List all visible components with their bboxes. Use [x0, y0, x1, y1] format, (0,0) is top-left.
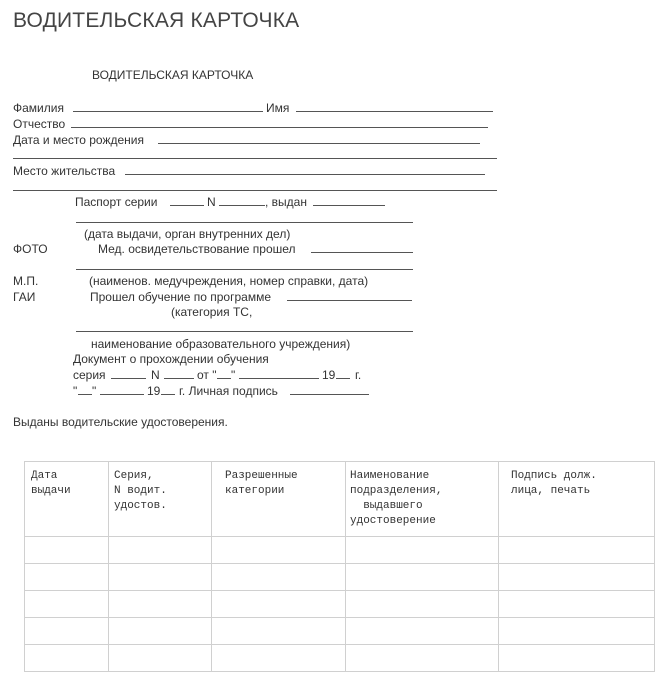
table-cell[interactable] [212, 591, 346, 618]
passport-series-field[interactable] [170, 205, 204, 206]
name-field[interactable] [296, 111, 493, 112]
page-title: ВОДИТЕЛЬСКАЯ КАРТОЧКА [13, 9, 300, 32]
table-cell[interactable] [25, 564, 109, 591]
table-cell[interactable] [25, 591, 109, 618]
header-license-series-text: Серия, N водит. удостов. [114, 470, 167, 512]
birth-field[interactable] [158, 143, 480, 144]
training-doc-series-label: серия [73, 368, 106, 382]
table-row [25, 591, 655, 618]
table-cell[interactable] [499, 645, 655, 672]
residence-field-continued[interactable] [13, 190, 497, 191]
passport-series-label: Паспорт серии [75, 195, 158, 209]
signature-field[interactable] [290, 394, 369, 395]
table-row [25, 537, 655, 564]
table-cell[interactable] [109, 645, 212, 672]
passport-issued-hint: (дата выдачи, орган внутренних дел) [84, 227, 291, 241]
table-cell[interactable] [346, 645, 499, 672]
table-cell[interactable] [109, 618, 212, 645]
passport-number-label: N [207, 195, 216, 209]
signature-year-field[interactable] [161, 394, 175, 395]
table-cell[interactable] [346, 591, 499, 618]
training-doc-series-field[interactable] [111, 378, 146, 379]
header-signature-text: Подпись долж. лица, печать [511, 470, 597, 497]
name-label: Имя [266, 101, 290, 115]
header-categories [212, 462, 346, 537]
training-doc-year-prefix: 19 [322, 368, 336, 382]
passport-issued-field-continued[interactable] [76, 222, 413, 223]
header-issue-date [25, 462, 109, 537]
medical-field[interactable] [311, 252, 413, 253]
training-category-hint: (категория ТС, [171, 305, 253, 319]
table-cell[interactable] [346, 564, 499, 591]
table-cell[interactable] [346, 537, 499, 564]
header-categories-text: Разрешенные категории [225, 470, 298, 497]
residence-field[interactable] [125, 174, 485, 175]
training-doc-label: Документ о прохождении обучения [73, 352, 269, 366]
birth-field-continued[interactable] [13, 158, 497, 159]
medical-label: Мед. освидетельствование прошел [98, 242, 296, 256]
table-cell[interactable] [25, 645, 109, 672]
signature-year-prefix: 19 [147, 384, 161, 398]
table-cell[interactable] [499, 591, 655, 618]
training-doc-from-label: от " [197, 368, 217, 382]
training-doc-number-label: N [151, 368, 160, 382]
training-doc-year-field[interactable] [336, 378, 350, 379]
table-row [25, 618, 655, 645]
passport-number-field[interactable] [219, 205, 265, 206]
gai-label: ГАИ [13, 290, 36, 304]
residence-label: Место жительства [13, 164, 116, 178]
table-cell[interactable] [499, 564, 655, 591]
stamp-label: М.П. [13, 274, 39, 288]
table-cell[interactable] [25, 537, 109, 564]
header-signature [499, 462, 655, 537]
table-cell[interactable] [212, 537, 346, 564]
training-label: Прошел обучение по программе [90, 290, 272, 304]
medical-hint: (наименов. медучреждения, номер справки, дата) [89, 274, 369, 288]
patronymic-label: Отчество [13, 117, 66, 131]
surname-label: Фамилия [13, 101, 64, 115]
passport-issued-field[interactable] [313, 205, 385, 206]
training-doc-quote: " [231, 368, 236, 382]
training-doc-month-field[interactable] [239, 378, 319, 379]
table-cell[interactable] [109, 591, 212, 618]
photo-label: ФОТО [13, 242, 48, 256]
signature-date-quote-open: " [73, 384, 78, 398]
header-issuing-unit-text: Наименование подразделения, выдавшего удостоверение [350, 470, 443, 527]
medical-field-continued[interactable] [76, 269, 413, 270]
table-cell[interactable] [212, 645, 346, 672]
table-cell[interactable] [25, 618, 109, 645]
issued-licenses-heading: Выданы водительские удостоверения. [13, 415, 228, 429]
table-cell[interactable] [212, 618, 346, 645]
birth-label: Дата и место рождения [13, 133, 144, 147]
patronymic-field[interactable] [71, 127, 488, 128]
table-cell[interactable] [109, 537, 212, 564]
signature-date-quote-close: " [92, 384, 97, 398]
table-row [25, 645, 655, 672]
table-cell[interactable] [499, 537, 655, 564]
training-doc-year-suffix: г. [355, 368, 362, 382]
licenses-table [24, 461, 655, 672]
training-doc-number-field[interactable] [164, 378, 194, 379]
training-program-field[interactable] [287, 300, 412, 301]
table-cell[interactable] [499, 618, 655, 645]
form-subtitle: ВОДИТЕЛЬСКАЯ КАРТОЧКА [92, 68, 254, 82]
table-row [25, 564, 655, 591]
training-institution-hint: наименование образовательного учреждения) [91, 337, 351, 351]
table-cell[interactable] [346, 618, 499, 645]
passport-issued-label: , выдан [265, 195, 307, 209]
training-institution-field[interactable] [76, 331, 413, 332]
table-cell[interactable] [109, 564, 212, 591]
header-issuing-unit [346, 462, 499, 537]
table-cell[interactable] [212, 564, 346, 591]
header-issue-date-text: Дата выдачи [31, 470, 71, 497]
signature-label: г. Личная подпись [179, 384, 278, 398]
table-header-row [25, 462, 655, 537]
training-doc-day-field[interactable] [217, 378, 231, 379]
signature-month-field[interactable] [100, 394, 144, 395]
signature-day-field[interactable] [78, 394, 92, 395]
header-license-series [109, 462, 212, 537]
surname-field[interactable] [73, 111, 263, 112]
